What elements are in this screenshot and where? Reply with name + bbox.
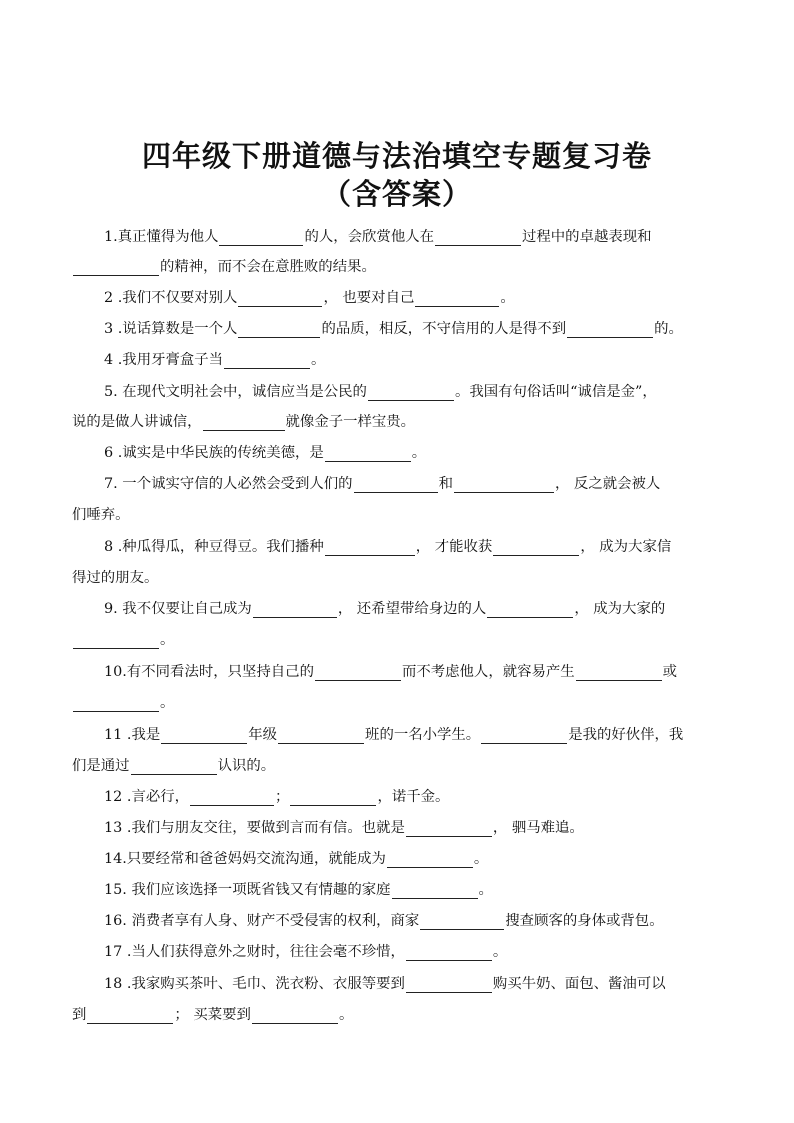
- question-6: 6 .诚实是中华民族的传统美德，是 。: [104, 445, 427, 461]
- answer-blank[interactable]: [73, 261, 159, 276]
- answer-blank[interactable]: [392, 884, 478, 899]
- question-5-cont: 说的是做人讲诚信， 就像金子一样宝贵。: [72, 414, 416, 430]
- question-8-cont: 得过的朋友。: [72, 570, 159, 586]
- question-9-cont: 。: [72, 631, 722, 649]
- question-18-cont: 到 ； 买菜要到 。: [72, 1007, 354, 1023]
- answer-blank[interactable]: [576, 666, 662, 681]
- answer-blank[interactable]: [493, 541, 579, 556]
- answer-blank[interactable]: [190, 791, 274, 806]
- answer-blank[interactable]: [73, 697, 159, 712]
- question-18: 18 .我家购买茶叶、毛巾、洗衣粉、衣服等要到 购买牛奶、面包、酱油可以: [104, 976, 666, 992]
- answer-blank[interactable]: [454, 478, 554, 493]
- question-4: 4 .我用牙膏盒子当 。: [104, 352, 326, 368]
- answer-blank[interactable]: [203, 416, 285, 431]
- question-13: 13 .我们与朋友交往，要做到言而有信。也就是 ， 驷马难追。: [104, 820, 584, 836]
- answer-blank[interactable]: [420, 915, 504, 930]
- question-8: 8 .种瓜得瓜，种豆得豆。我们播种 ， 才能收获 ， 成为大家信: [104, 539, 672, 555]
- answer-blank[interactable]: [290, 791, 376, 806]
- answer-blank[interactable]: [435, 231, 521, 246]
- question-1: 1.真正懂得为他人 的人，会欣赏他人在 过程中的卓越表现和: [104, 229, 652, 245]
- title-line-2: （含答案）: [321, 177, 472, 211]
- question-14: 14.只要经常和爸爸妈妈交流沟通，就能成为 。: [104, 851, 489, 867]
- answer-blank[interactable]: [73, 634, 159, 649]
- question-7-cont: 们唾弃。: [72, 507, 130, 523]
- answer-blank[interactable]: [224, 354, 310, 369]
- answer-blank[interactable]: [161, 729, 247, 744]
- answer-blank[interactable]: [354, 478, 438, 493]
- question-1-cont: 的精神，而不会在意胜败的结果。: [72, 258, 722, 276]
- question-3: 3 .说话算数是一个人 的品质，相反，不守信用的人是得不到 的。: [104, 321, 683, 337]
- answer-blank[interactable]: [567, 323, 653, 338]
- answer-blank[interactable]: [406, 946, 492, 961]
- question-17: 17 .当人们获得意外之财时，往往会毫不珍惜， 。: [104, 944, 508, 960]
- answer-blank[interactable]: [219, 231, 303, 246]
- answer-blank[interactable]: [238, 292, 322, 307]
- answer-blank[interactable]: [252, 1009, 338, 1024]
- question-2: 2 .我们不仅要对别人 ， 也要对自己 。: [104, 290, 515, 306]
- question-7: 7. 一个诚实守信的人必然会受到人们的 和 ， 反之就会被人: [104, 476, 661, 492]
- title-line-1: 四年级下册道德与法治填空专题复习卷: [141, 139, 652, 173]
- answer-blank[interactable]: [387, 853, 473, 868]
- question-12: 12 .言必行， ； ，诺千金。: [104, 789, 450, 805]
- question-16: 16. 消费者享有人身、财产不受侵害的权利，商家 搜查顾客的身体或背包。: [104, 913, 664, 929]
- answer-blank[interactable]: [238, 323, 320, 338]
- question-5: 5. 在现代文明社会中，诚信应当是公民的 。我国有句俗话叫“诚信是金”，: [104, 384, 657, 400]
- answer-blank[interactable]: [481, 729, 567, 744]
- answer-blank[interactable]: [325, 447, 411, 462]
- question-11: 11 .我是 年级 班的一名小学生。 是我的好伙伴，我: [104, 727, 684, 743]
- answer-blank[interactable]: [406, 978, 492, 993]
- question-9: 9. 我不仅要让自己成为 ， 还希望带给身边的人 ， 成为大家的: [104, 601, 666, 617]
- answer-blank[interactable]: [415, 292, 499, 307]
- answer-blank[interactable]: [278, 729, 364, 744]
- question-11-cont: 们是通过 认识的。: [72, 758, 276, 774]
- answer-blank[interactable]: [87, 1009, 173, 1024]
- answer-blank[interactable]: [131, 760, 217, 775]
- question-10: 10.有不同看法时，只坚持自己的 而不考虑他人，就容易产生 或: [104, 664, 678, 680]
- answer-blank[interactable]: [325, 541, 415, 556]
- question-10-cont: 。: [72, 694, 722, 712]
- question-15: 15. 我们应该选择一项既省钱又有情趣的家庭 。: [104, 882, 493, 898]
- answer-blank[interactable]: [315, 666, 401, 681]
- answer-blank[interactable]: [253, 603, 337, 618]
- answer-blank[interactable]: [487, 603, 573, 618]
- answer-blank[interactable]: [368, 386, 454, 401]
- answer-blank[interactable]: [406, 822, 492, 837]
